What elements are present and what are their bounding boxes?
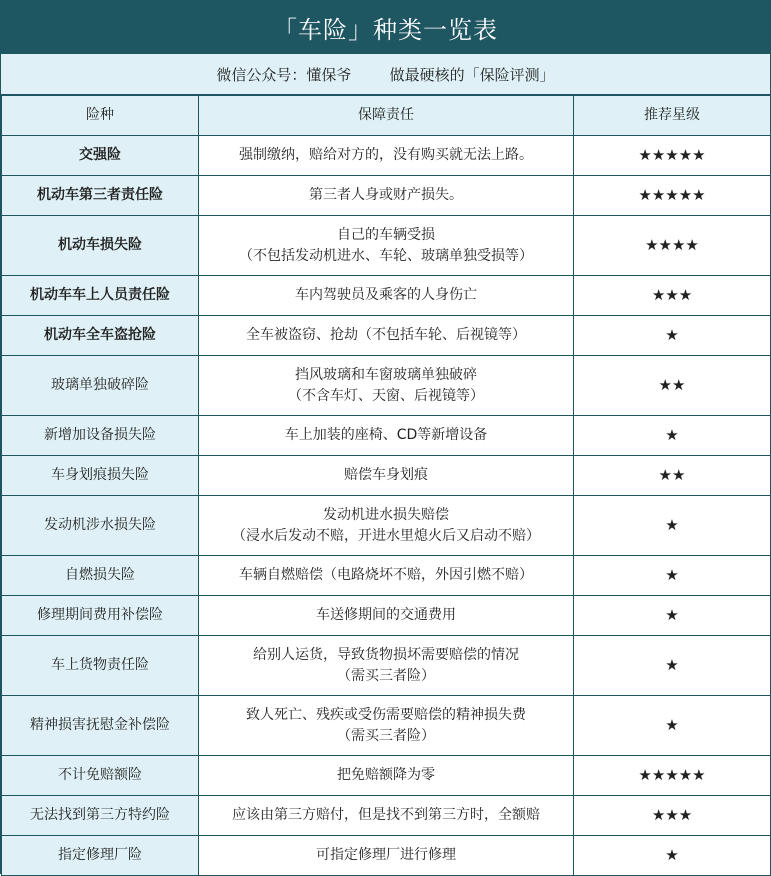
- table-row: [2, 496, 771, 556]
- star-rating: ★★★★★: [574, 756, 771, 796]
- table-row: [2, 836, 771, 876]
- coverage-text: （需买三者险）: [337, 667, 435, 684]
- insurance-name: 精神损害抚慰金补偿险: [2, 696, 199, 756]
- table-row: [2, 796, 771, 836]
- star-rating: ★: [574, 696, 771, 756]
- coverage-cell: [199, 456, 574, 496]
- coverage-text: （不含车灯、天窗、后视镜等）: [288, 387, 484, 404]
- insurance-name: 修理期间费用补偿险: [2, 596, 199, 636]
- insurance-name: 指定修理厂险: [2, 836, 199, 876]
- star-rating: ★: [574, 596, 771, 636]
- table-row: [2, 176, 771, 216]
- insurance-name: 新增加设备损失险: [2, 416, 199, 456]
- coverage-text: （需买三者险）: [337, 727, 435, 744]
- star-rating: ★: [574, 416, 771, 456]
- coverage-text: 致人死亡、残疾或受伤需要赔偿的精神损失费: [246, 706, 526, 723]
- coverage-cell: [199, 216, 574, 276]
- star-rating: ★: [574, 556, 771, 596]
- insurance-name: 车上货物责任险: [2, 636, 199, 696]
- coverage-text: 全车被盗窃、抢劫（不包括车轮、后视镜等）: [246, 327, 526, 343]
- table-header-row: [2, 96, 771, 136]
- coverage-cell: [199, 356, 574, 416]
- coverage-text: 把免赔额降为零: [337, 767, 435, 783]
- star-rating: ★★★★★: [574, 136, 771, 176]
- insurance-name: 车身划痕损失险: [2, 456, 199, 496]
- star-rating: ★: [574, 636, 771, 696]
- insurance-name: 不计免赔额险: [2, 756, 199, 796]
- coverage-text: 车送修期间的交通费用: [316, 607, 456, 623]
- star-rating: ★★★: [574, 796, 771, 836]
- coverage-cell: [199, 636, 574, 696]
- insurance-name: 机动车全车盗抢险: [2, 316, 199, 356]
- star-rating: ★★: [574, 456, 771, 496]
- coverage-cell: [199, 596, 574, 636]
- coverage-cell: [199, 756, 574, 796]
- coverage-cell: [199, 556, 574, 596]
- coverage-cell: [199, 276, 574, 316]
- insurance-name: 自燃损失险: [2, 556, 199, 596]
- table-row: [2, 556, 771, 596]
- coverage-text: 第三者人身或财产损失。: [309, 187, 463, 203]
- insurance-name: 机动车车上人员责任险: [2, 276, 199, 316]
- coverage-text: 可指定修理厂进行修理: [316, 847, 456, 863]
- coverage-cell: [199, 316, 574, 356]
- star-rating: ★: [574, 836, 771, 876]
- insurance-name: 机动车损失险: [2, 216, 199, 276]
- table-row: [2, 416, 771, 456]
- coverage-text: 自己的车辆受损: [337, 226, 435, 243]
- coverage-text: 赔偿车身划痕: [344, 467, 428, 483]
- insurance-name: 无法找到第三方特约险: [2, 796, 199, 836]
- coverage-cell: [199, 416, 574, 456]
- star-rating: ★★: [574, 356, 771, 416]
- table-row: [2, 136, 771, 176]
- table-row: [2, 756, 771, 796]
- insurance-table: [1, 95, 771, 876]
- header-insurance-type: 险种: [2, 96, 199, 136]
- coverage-text: （浸水后发动不赔，开进水里熄火后又启动不赔）: [232, 527, 540, 544]
- coverage-text: 给别人运货，导致货物损坏需要赔偿的情况: [253, 646, 519, 663]
- table-row: [2, 636, 771, 696]
- header-rating: 推荐星级: [574, 96, 771, 136]
- coverage-text: 发动机进水损失赔偿: [323, 506, 449, 523]
- coverage-cell: [199, 836, 574, 876]
- table-row: [2, 276, 771, 316]
- insurance-name: 交强险: [2, 136, 199, 176]
- insurance-name: 发动机涉水损失险: [2, 496, 199, 556]
- star-rating: ★★★★: [574, 216, 771, 276]
- table-row: [2, 316, 771, 356]
- coverage-cell: [199, 696, 574, 756]
- table-row: [2, 596, 771, 636]
- subtitle: 微信公众号：懂保爷 做最硬核的「保险评测」: [1, 54, 770, 95]
- coverage-text: （不包括发动机进水、车轮、玻璃单独受损等）: [239, 247, 533, 264]
- star-rating: ★: [574, 496, 771, 556]
- coverage-cell: [199, 496, 574, 556]
- coverage-cell: [199, 136, 574, 176]
- table-row: [2, 356, 771, 416]
- page-title: 「车险」种类一览表: [1, 1, 770, 54]
- coverage-text: 车辆自燃赔偿（电路烧坏不赔，外因引燃不赔）: [239, 567, 533, 583]
- table-body: [2, 136, 771, 876]
- table-row: [2, 216, 771, 276]
- table-row: [2, 696, 771, 756]
- header-coverage: 保障责任: [199, 96, 574, 136]
- coverage-text: 车上加装的座椅、CD等新增设备: [284, 427, 488, 443]
- star-rating: ★★★: [574, 276, 771, 316]
- star-rating: ★: [574, 316, 771, 356]
- coverage-cell: [199, 176, 574, 216]
- coverage-text: 挡风玻璃和车窗玻璃单独破碎: [295, 366, 477, 383]
- table-row: [2, 456, 771, 496]
- coverage-text: 车内驾驶员及乘客的人身伤亡: [295, 287, 477, 303]
- insurance-name: 机动车第三者责任险: [2, 176, 199, 216]
- insurance-name: 玻璃单独破碎险: [2, 356, 199, 416]
- coverage-cell: [199, 796, 574, 836]
- coverage-text: 应该由第三方赔付，但是找不到第三方时，全额赔: [232, 807, 540, 823]
- coverage-text: 强制缴纳，赔给对方的，没有购买就无法上路。: [239, 147, 533, 163]
- star-rating: ★★★★★: [574, 176, 771, 216]
